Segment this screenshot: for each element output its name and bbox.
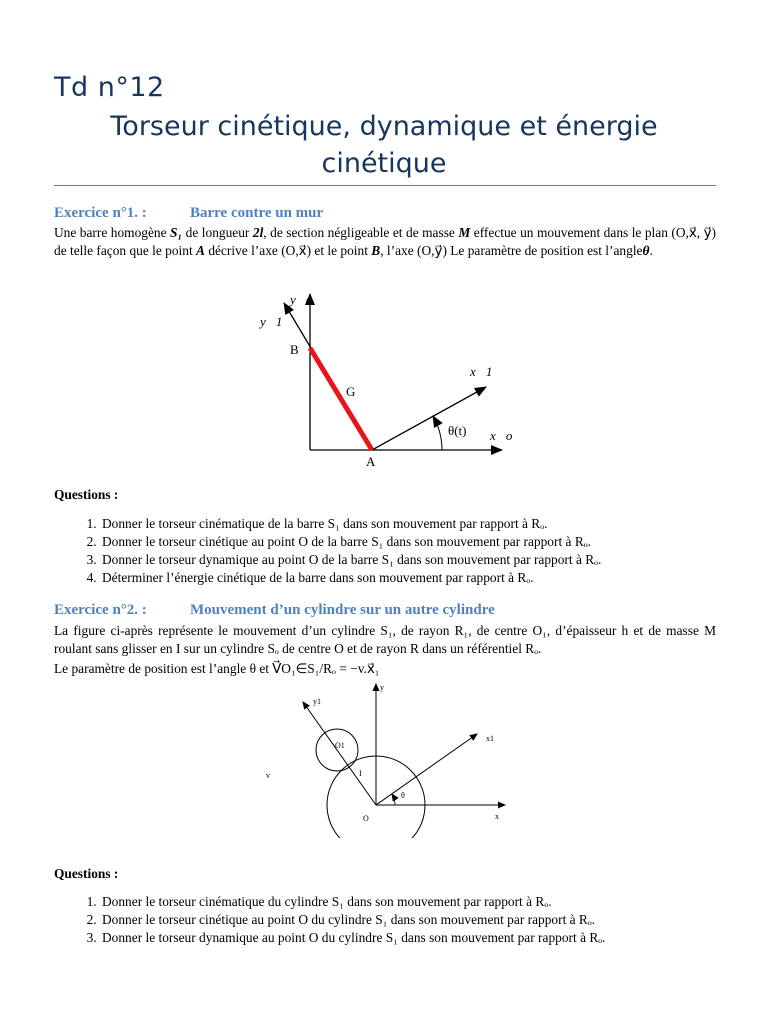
label-g: G	[346, 384, 356, 399]
exercise-2-title: Mouvement d’un cylindre sur un autre cylindre	[190, 602, 495, 618]
list-item: 3. Donner le torseur dynamique au point O du cylindre S₁ dans son mouvement par rapport à Rₒ.	[100, 929, 720, 947]
ex1-var-theta: θ	[642, 243, 650, 258]
exercise-1-questions-title: Questions :	[54, 487, 119, 502]
label-y1: y⃗1	[260, 314, 283, 329]
exercise-2-questions-title: Questions :	[54, 866, 119, 881]
x1-axis	[376, 734, 477, 805]
label-theta: θ	[401, 791, 405, 800]
y1-axis	[303, 702, 376, 805]
ex1-text-part: .	[649, 243, 653, 258]
exercise-2-questions	[54, 893, 720, 947]
ex1-text-part: , l’axe (O,y⃗) Le paramètre de position est l’angle	[380, 243, 643, 258]
theta-arc	[392, 794, 395, 805]
label-i: I	[359, 769, 362, 778]
figure-bar-against-wall	[250, 288, 530, 473]
exercise-1-title: Barre contre un mur	[190, 205, 324, 221]
exercise-2-position-parameter: Le paramètre de position est l’angle θ et V⃗O₁∈S₁/Rₒ = −v.x⃗₁	[54, 661, 380, 676]
ex1-var-m: M	[458, 225, 471, 240]
label-o1: O1	[335, 741, 345, 750]
list-item: 4. Déterminer l’énergie cinétique de la barre dans son mouvement par rapport à Rₒ.	[100, 569, 720, 587]
ex1-text-part: Une barre homogène	[54, 225, 171, 240]
label-y: y	[380, 683, 384, 692]
label-y1: y1	[313, 697, 321, 706]
ex1-var-2l: 2l	[252, 225, 264, 240]
label-a: A	[366, 454, 376, 469]
x1-axis	[372, 387, 486, 450]
ex1-var-b: B	[371, 243, 381, 258]
theta-arc	[433, 416, 442, 450]
ex1-text-part: décrive l’axe (O,x⃗) et le point	[204, 243, 372, 258]
label-theta: θ(t)	[448, 423, 467, 438]
label-o: O	[363, 814, 369, 823]
label-x: x	[495, 812, 499, 821]
ex1-text-part: de longueur	[182, 225, 253, 240]
td-number: Td n°12	[54, 72, 165, 103]
list-item: 3. Donner le torseur dynamique au point O de la barre S₁ dans son mouvement par rapport à Rₒ.	[100, 551, 720, 569]
label-v: v	[266, 771, 270, 780]
list-item: 2. Donner le torseur cinétique au point O de la barre S₁ dans son mouvement par rapport à Rₒ.	[100, 533, 720, 551]
label-b: B	[290, 342, 299, 357]
exercise-1-questions	[54, 515, 720, 587]
list-item: 1. Donner le torseur cinématique de la barre S₁ dans son mouvement par rapport à Rₒ.	[100, 515, 720, 533]
label-x0: x⃗o	[490, 428, 513, 443]
ex1-var-a: A	[196, 243, 205, 258]
title-divider	[54, 185, 716, 186]
label-x1: x1	[486, 734, 494, 743]
ex1-text-part: , de section négligeable et de masse	[263, 225, 459, 240]
ex1-text-part: effectue un mouvement dans le plan (O,x⃗, y⃗) de telle façon que le point	[54, 225, 717, 258]
bar-ab	[310, 348, 372, 450]
list-item: 2. Donner le torseur cinétique au point O du cylindre S₁ dans son mouvement par rapport à Rₒ.	[100, 911, 720, 929]
page-title: Torseur cinétique, dynamique et énergie cinétique	[110, 111, 658, 179]
list-item: 1. Donner le torseur cinématique du cylindre S₁ dans son mouvement par rapport à Rₒ.	[100, 893, 720, 911]
label-x1: x⃗1	[470, 364, 493, 379]
exercise-1-statement	[54, 224, 716, 260]
exercise-1-heading	[54, 205, 323, 222]
ex1-var-s1: S₁	[170, 225, 183, 240]
figure-cylinder-on-cylinder	[255, 678, 525, 838]
exercise-2-heading	[54, 602, 495, 619]
exercise-2-statement: La figure ci-après représente le mouvement d’un cylindre S₁, de rayon R₁, de centre O₁, d’épaisseur h et de masse M roulant sans glisser en I sur un cylindre Sₒ de centre O et de rayon R dans un référentiel Rₒ.	[54, 623, 716, 656]
exercise-2-number: Exercice n°2. :	[54, 602, 147, 618]
label-y0: y⃗o	[290, 292, 313, 307]
exercise-1-number: Exercice n°1. :	[54, 205, 147, 221]
